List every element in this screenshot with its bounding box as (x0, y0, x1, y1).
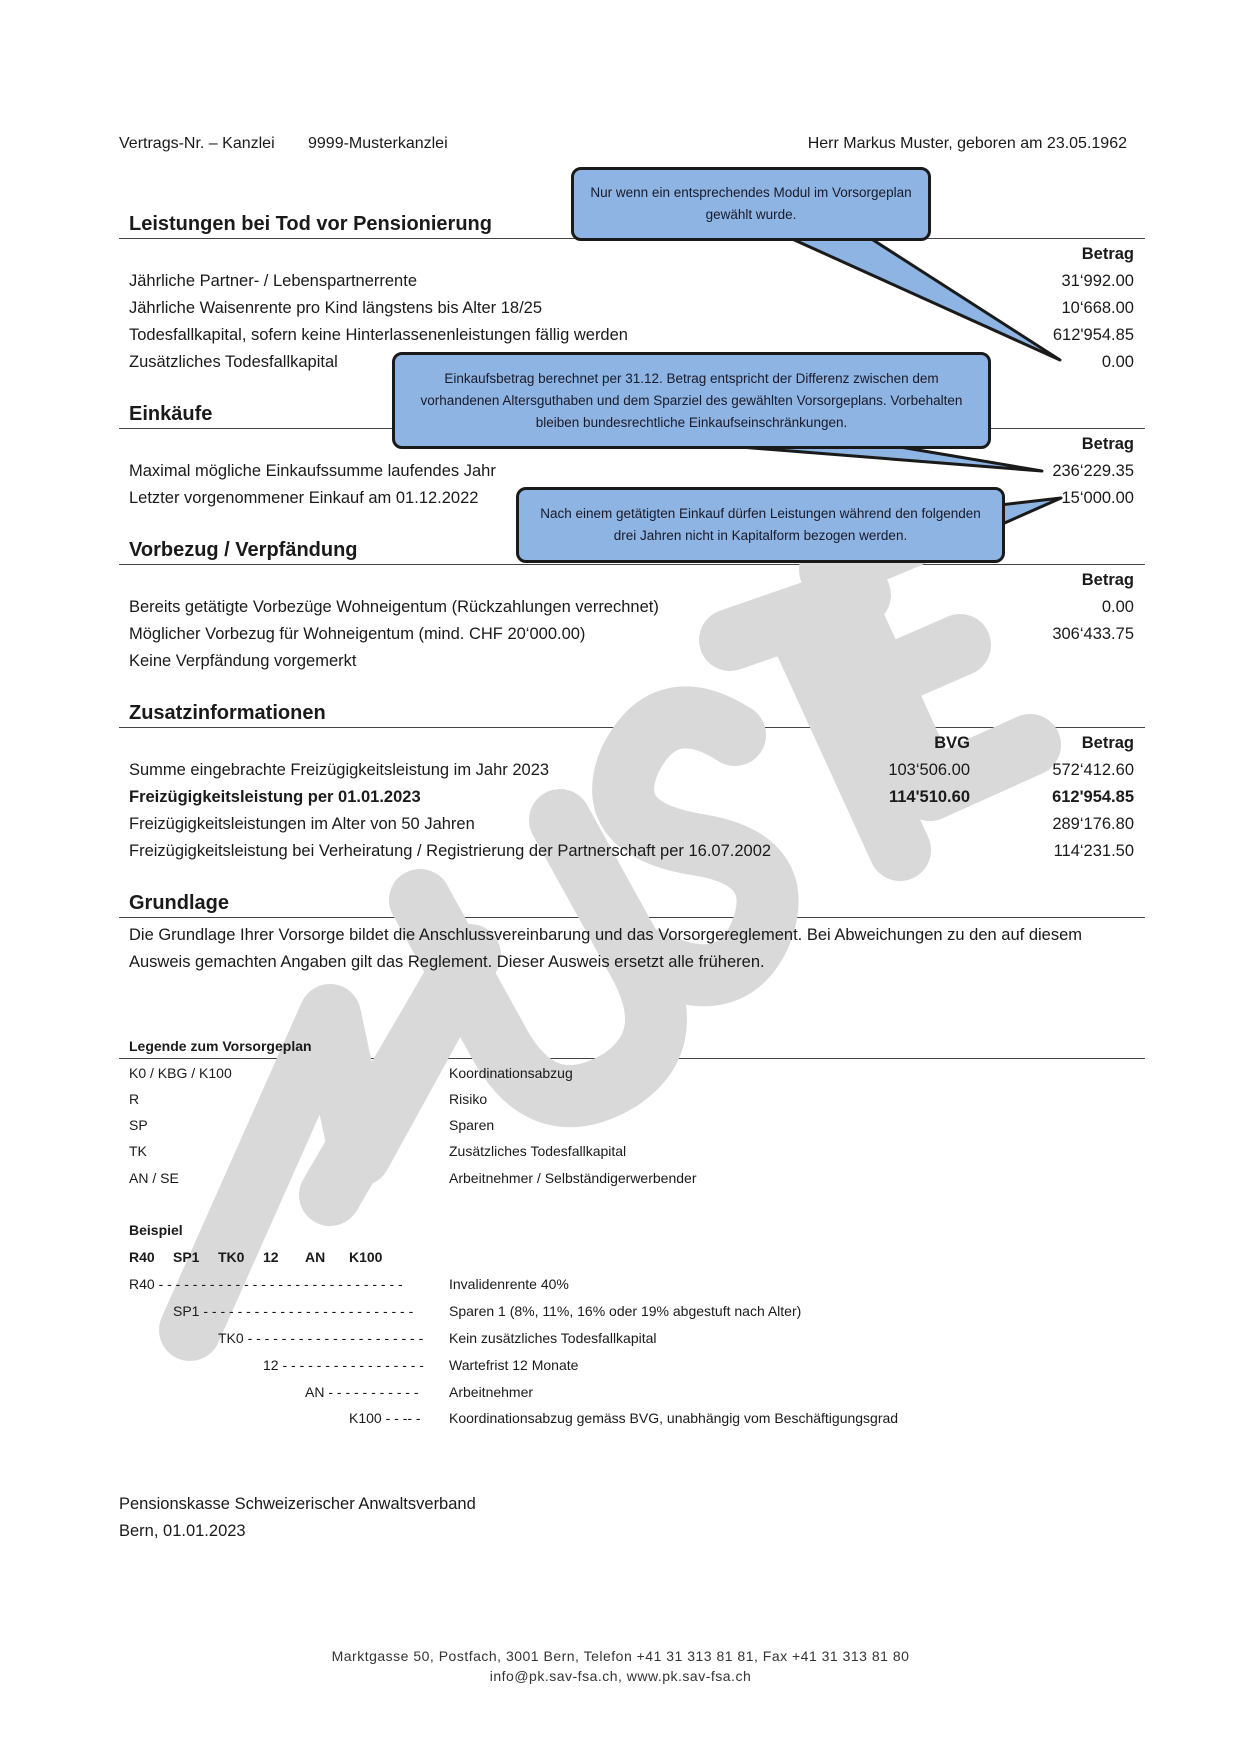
legend-value: Risiko (449, 1091, 488, 1107)
callout-text: Nur wenn ein entsprechendes Modul im Vorsorgeplan gewählt wurde. (590, 185, 912, 222)
row-label: Todesfallkapital, sofern keine Hinterlassenenleistungen fällig werden (129, 326, 628, 344)
example-line-dashes: - - - - - - - - - - - - - - - - - - - - - (247, 1330, 424, 1346)
column-header-bvg: BVG (934, 734, 970, 752)
grundlage-text: Die Grundlage Ihrer Vorsorge bildet die Anschlussvereinbarung und das Vorsorgereglement. Bei Abweichungen zu den auf diesem Ausweis gemachten Angaben gilt das Reglement. Dieser Ausweis ersetzt alle früheren. (129, 926, 1083, 971)
row-value: 612'954.85 (1052, 326, 1134, 344)
row-label: Freizügigkeitsleistungen im Alter von 50 Jahren (129, 815, 475, 833)
row-value: 31‘992.00 (1061, 272, 1134, 290)
legend-key: R (129, 1091, 140, 1107)
row-bvg: 114'510.60 (888, 788, 970, 806)
legend-key: K0 / KBG / K100 (129, 1065, 232, 1081)
row-label: Freizügigkeitsleistung bei Verheiratung / Registrierung der Partnerschaft per 16.07.2002 (129, 842, 772, 860)
example-code: R40 (129, 1249, 155, 1265)
example-code: 12 (263, 1249, 279, 1265)
example-meaning: Arbeitnehmer (449, 1384, 534, 1400)
signature-place-date: Bern, 01.01.2023 (119, 1522, 246, 1540)
row-value: 0.00 (1101, 353, 1134, 371)
legend-value: Arbeitnehmer / Selbständigerwerbender (449, 1170, 697, 1186)
legend-title: Legende zum Vorsorgeplan (129, 1038, 312, 1054)
row-value: 612'954.85 (1052, 788, 1134, 806)
example-line-code: K100 (349, 1410, 382, 1426)
callout-modul (571, 167, 931, 241)
example-code: SP1 (173, 1249, 200, 1265)
example-meaning: Invalidenrente 40% (449, 1276, 569, 1292)
row-value: 15‘000.00 (1061, 489, 1134, 507)
insured-person: Herr Markus Muster, geboren am 23.05.1962 (807, 135, 1127, 152)
row-value: 10‘668.00 (1061, 299, 1134, 317)
example-meaning: Sparen 1 (8%, 11%, 16% oder 19% abgestuft nach Alter) (449, 1303, 802, 1319)
callout-text: Einkaufsbetrag berechnet per 31.12. Betrag entspricht der Differenz zwischen dem vorhandenen Altersguthaben und dem Sparziel des gewählten Vorsorgeplans. Vorbehalten bleiben bundesrechtliche Einkaufseinschränkungen. (420, 370, 963, 430)
row-value: 572‘412.60 (1052, 761, 1134, 779)
row-label: Maximal mögliche Einkaufssumme laufendes Jahr (129, 462, 496, 480)
example-code: K100 (349, 1249, 383, 1265)
section-title-vorbezug: Vorbezug / Verpfändung (129, 539, 358, 561)
example-line-code: SP1 (173, 1303, 200, 1319)
legend-value: Zusätzliches Todesfallkapital (449, 1143, 627, 1159)
legend-value: Sparen (449, 1117, 495, 1133)
row-label: Summe eingebrachte Freizügigkeitsleistung im Jahr 2023 (129, 761, 550, 779)
example-meaning: Wartefrist 12 Monate (449, 1357, 579, 1373)
example-line-code: AN (305, 1384, 325, 1400)
column-header-betrag: Betrag (1081, 571, 1134, 589)
legend-key: SP (129, 1117, 148, 1133)
callout-text: Nach einem getätigten Einkauf dürfen Leistungen während den folgenden drei Jahren nicht in Kapitalform bezogen werden. (540, 506, 981, 543)
row-label: Jährliche Waisenrente pro Kind längstens bis Alter 18/25 (129, 299, 543, 317)
callout-einkauf (392, 352, 991, 449)
example-line-dashes: - - - - - - - - - - - - - - - - - - - - - - - - - - - - - (158, 1276, 403, 1292)
example-line-code: TK0 (218, 1330, 244, 1346)
example-line-code: R40 (129, 1276, 155, 1292)
column-header-betrag: Betrag (1081, 435, 1134, 453)
section-title-einkaeufe: Einkäufe (129, 403, 213, 425)
example-title: Beispiel (129, 1222, 183, 1238)
example-line-dashes: - - -- - (385, 1410, 421, 1426)
contract-value: 9999-Musterkanzlei (308, 135, 448, 152)
legend-key: AN / SE (129, 1170, 179, 1186)
example-meaning: Kein zusätzliches Todesfallkapital (449, 1330, 657, 1346)
row-label: Zusätzliches Todesfallkapital (129, 353, 338, 371)
legend-key: TK (129, 1143, 147, 1159)
row-label: Freizügigkeitsleistung per 01.01.2023 (129, 788, 421, 806)
example-line-code: 12 (263, 1357, 279, 1373)
row-bvg: 103‘506.00 (888, 761, 970, 779)
row-value: 114‘231.50 (1053, 842, 1134, 860)
row-label: Möglicher Vorbezug für Wohneigentum (mind. CHF 20‘000.00) (129, 625, 586, 643)
row-value: 0.00 (1101, 598, 1134, 616)
callout-kapital (516, 487, 1005, 563)
example-line-dashes: - - - - - - - - - - - - - - - - - (282, 1357, 424, 1373)
example-meaning: Koordinationsabzug gemäss BVG, unabhängig vom Beschäftigungsgrad (449, 1410, 899, 1426)
section-title-tod: Leistungen bei Tod vor Pensionierung (129, 213, 492, 235)
column-header-betrag: Betrag (1081, 245, 1134, 263)
row-value: 236‘229.35 (1052, 462, 1134, 480)
row-label: Keine Verpfändung vorgemerkt (129, 652, 357, 670)
example-line-dashes: - - - - - - - - - - - (328, 1384, 419, 1400)
footer-address: Marktgasse 50, Postfach, 3001 Bern, Telefon +41 31 313 81 81, Fax +41 31 313 81 80 (331, 1648, 910, 1664)
section-title-zusatz: Zusatzinformationen (129, 702, 326, 724)
row-value: 306‘433.75 (1052, 625, 1134, 643)
example-line-dashes: - - - - - - - - - - - - - - - - - - - - - - - - - (203, 1303, 414, 1319)
row-label: Letzter vorgenommener Einkauf am 01.12.2022 (129, 489, 479, 507)
example-code: TK0 (218, 1249, 245, 1265)
footer-contact: info@pk.sav-fsa.ch, www.pk.sav-fsa.ch (489, 1668, 752, 1684)
contract-label: Vertrags-Nr. – Kanzlei (119, 135, 275, 152)
example-code: AN (305, 1249, 326, 1265)
section-title-grundlage: Grundlage (129, 892, 230, 914)
row-value: 289‘176.80 (1052, 815, 1134, 833)
legend-value: Koordinationsabzug (449, 1065, 573, 1081)
row-label: Bereits getätigte Vorbezüge Wohneigentum (Rückzahlungen verrechnet) (129, 598, 659, 616)
signature-org: Pensionskasse Schweizerischer Anwaltsverband (119, 1495, 476, 1513)
row-label: Jährliche Partner- / Lebenspartnerrente (129, 272, 417, 290)
column-header-betrag: Betrag (1081, 734, 1134, 752)
